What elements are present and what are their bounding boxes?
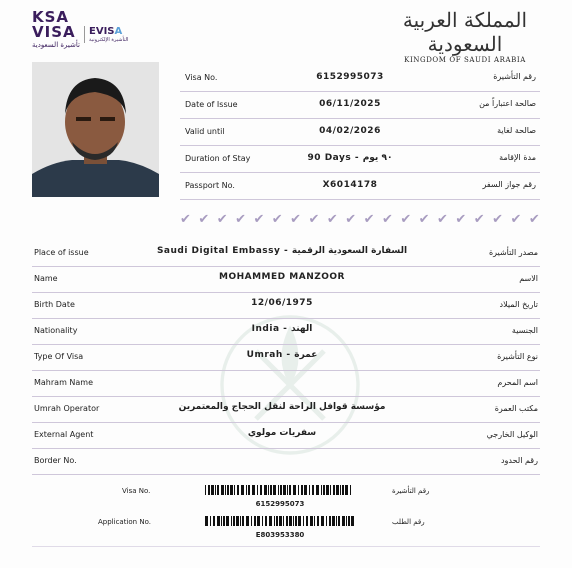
barcode-bar [230, 485, 233, 495]
check-mark-icon: ✔ [528, 211, 540, 227]
barcode-bar [312, 485, 314, 495]
evisa-logo [84, 26, 128, 43]
barcode-bar [304, 485, 307, 495]
visa-number-label-ar: رقم التأشيرة [493, 72, 536, 81]
barcode-bar [293, 516, 294, 526]
umrah-operator-value: مؤسسة قوافل الراحة لنقل الحجاج والمعتمرين [178, 402, 386, 412]
bottom-divider [32, 546, 540, 547]
barcode-bar [205, 485, 206, 495]
barcode-bar [310, 516, 313, 526]
barcode-bar [333, 485, 335, 495]
barcode-bar [254, 516, 256, 526]
birth-date-value: 12/06/1975 [251, 298, 313, 308]
date-of-issue-label: Date of Issue [185, 100, 238, 109]
barcode-bar [316, 485, 319, 495]
check-mark-icon: ✔ [418, 211, 430, 227]
barcode-bar [264, 485, 267, 495]
border-number-label: Border No. [34, 456, 77, 465]
visa-barcode-label: Visa No. [122, 487, 151, 495]
visa-barcode-number: 6152995073 [255, 500, 305, 508]
valid-until-label: Valid until [185, 127, 225, 136]
barcode-bar [227, 485, 229, 495]
barcode-bar [268, 485, 269, 495]
barcode-bar [237, 485, 239, 495]
application-number-barcode [205, 516, 355, 526]
date-of-issue-label-ar: صالحة اعتباراً من [479, 99, 536, 108]
kingdom-arabic-title: المملكة العربية السعودية [402, 8, 528, 56]
type-of-visa-value: Umrah - عمرة [246, 350, 318, 360]
barcode-bar [289, 485, 291, 495]
barcode-bar [246, 485, 247, 495]
barcode-bar [225, 485, 226, 495]
place-of-issue-label-ar: مصدر التأشيرة [488, 248, 538, 257]
barcode-bar [217, 485, 219, 495]
application-barcode-number: E803953380 [255, 531, 305, 539]
passport-number-label-ar: رقم جواز السفر [482, 180, 536, 189]
logo-ksa-text: KSA [32, 8, 70, 26]
barcode-bar [270, 485, 272, 495]
check-mark-icon: ✔ [345, 211, 357, 227]
ksa-visa-logo [32, 10, 92, 49]
barcode-bar [205, 516, 208, 526]
barcode-bar [274, 516, 275, 526]
birth-date-row [32, 292, 540, 319]
barcode-bar [301, 485, 303, 495]
check-mark-icon: ✔ [253, 211, 265, 227]
barcode-bar [330, 485, 331, 495]
barcode-bar [276, 516, 278, 526]
check-mark-icon: ✔ [455, 211, 467, 227]
place-of-issue-row [32, 240, 540, 267]
visa-number-row [180, 64, 540, 92]
barcode-bar [348, 516, 350, 526]
name-row [32, 266, 540, 293]
barcode-bar [280, 485, 282, 495]
logo-arabic-text: تأشيرة السعودية [32, 41, 80, 49]
barcode-bar [340, 485, 341, 495]
nationality-label-ar: الجنسية [511, 326, 538, 335]
barcode-bar [251, 516, 252, 526]
logo-visa-text: VISA [32, 23, 76, 41]
type-of-visa-label: Type Of Visa [34, 352, 84, 361]
date-of-issue-row [180, 91, 540, 119]
type-of-visa-row [32, 344, 540, 371]
umrah-operator-label: Umrah Operator [34, 404, 100, 413]
barcode-bar [217, 516, 220, 526]
barcode-bar [211, 485, 214, 495]
barcode-bar [342, 516, 345, 526]
barcode-bar [260, 485, 262, 495]
check-mark-icon: ✔ [290, 211, 302, 227]
barcode-bar [252, 485, 255, 495]
check-mark-icon: ✔ [363, 211, 375, 227]
application-barcode-label-ar: رقم الطلب [392, 518, 425, 526]
kingdom-header [390, 8, 540, 64]
barcode-bar [303, 516, 304, 526]
visa-barcode-label-ar: رقم التأشيرة [392, 487, 430, 495]
barcode-bar [265, 516, 267, 526]
barcode-bar [283, 516, 284, 526]
barcode-bar [223, 516, 225, 526]
barcode-bar [317, 516, 319, 526]
barcode-bar [221, 485, 224, 495]
barcode-bar [246, 516, 249, 526]
nationality-label: Nationality [34, 326, 78, 335]
barcode-bar [351, 516, 354, 526]
barcode-bar [326, 516, 327, 526]
visa-number-barcode [205, 485, 355, 495]
barcode-bar [236, 516, 239, 526]
barcode-bar [342, 485, 344, 495]
barcode-bar [287, 485, 288, 495]
barcode-bar [293, 485, 296, 495]
barcode-bar [332, 516, 335, 526]
barcode-bar [350, 485, 351, 495]
barcode-bar [279, 516, 282, 526]
valid-until-label-ar: صالحة لغاية [497, 126, 536, 135]
check-mark-icon: ✔ [216, 211, 228, 227]
barcode-bar [345, 485, 348, 495]
nationality-value: India - الهند [251, 324, 313, 334]
barcode-bar [221, 516, 222, 526]
passport-number-row [180, 172, 540, 200]
barcode-bar [233, 516, 235, 526]
evisa-wordmark: EVISA [89, 26, 123, 37]
duration-of-stay-value: 90 Days - ٩٠ يوم [307, 153, 393, 163]
visa-number-label: Visa No. [185, 73, 218, 82]
check-mark-icon: ✔ [235, 211, 246, 227]
barcode-bar [298, 516, 301, 526]
barcode-bar [262, 516, 263, 526]
type-of-visa-label-ar: نوع التأشيرة [497, 352, 538, 361]
check-mark-icon: ✔ [308, 211, 320, 227]
passport-number-value: X6014178 [322, 180, 378, 190]
barcode-bar [346, 516, 347, 526]
border-number-label-ar: رقم الحدود [500, 456, 538, 465]
place-of-issue-label: Place of issue [34, 248, 89, 257]
barcode-bar [321, 516, 324, 526]
barcode-bar [240, 516, 241, 526]
barcode-bar [323, 485, 325, 495]
barcode-bar [215, 485, 216, 495]
barcode-bar [289, 516, 292, 526]
barcode-bar [295, 516, 297, 526]
external-agent-label-ar: الوكيل الخارجي [486, 430, 538, 439]
barcode-bar [213, 516, 215, 526]
barcode-bar [257, 485, 258, 495]
check-mark-icon: ✔ [381, 211, 393, 227]
barcode-bar [231, 516, 232, 526]
birth-date-label: Birth Date [34, 300, 75, 309]
date-of-issue-value: 06/11/2025 [319, 99, 381, 109]
barcode-bar [309, 485, 310, 495]
passport-number-label: Passport No. [185, 181, 235, 190]
barcode-bar [286, 516, 288, 526]
barcode-bar [208, 485, 210, 495]
check-mark-icon: ✔ [510, 211, 522, 227]
check-mark-icon: ✔ [271, 211, 283, 227]
barcode-bar [241, 485, 244, 495]
valid-until-value: 04/02/2026 [319, 126, 381, 136]
applicant-photo [32, 62, 159, 197]
barcode-bar [336, 516, 337, 526]
barcode-bar [234, 485, 235, 495]
check-mark-icon: ✔ [198, 211, 210, 227]
check-mark-icon: ✔ [326, 211, 338, 227]
mahram-name-label: Mahram Name [34, 378, 94, 387]
barcode-bar [338, 516, 340, 526]
birth-date-label-ar: تاريخ الميلاد [499, 300, 538, 309]
barcode-bar [257, 516, 260, 526]
duration-of-stay-label: Duration of Stay [185, 154, 251, 163]
visa-number-value: 6152995073 [316, 72, 384, 82]
umrah-operator-row [32, 396, 540, 423]
application-barcode-label: Application No. [98, 518, 151, 526]
name-label-ar: الاسم [519, 274, 538, 283]
external-agent-label: External Agent [34, 430, 94, 439]
barcode-bar [321, 485, 322, 495]
check-mark-icon: ✔ [180, 211, 191, 227]
barcode-bar [242, 516, 244, 526]
barcode-bar [269, 516, 272, 526]
barcode-bar [298, 485, 299, 495]
name-value: MOHAMMED MANZOOR [219, 272, 345, 282]
umrah-operator-label-ar: مكتب العمرة [494, 404, 538, 413]
barcode-bar [306, 516, 308, 526]
barcode-bar [273, 485, 276, 495]
check-mark-icon: ✔ [473, 211, 485, 227]
nationality-row [32, 318, 540, 345]
barcode-bar [336, 485, 339, 495]
name-label: Name [34, 274, 58, 283]
barcode-bar [326, 485, 329, 495]
check-mark-icon: ✔ [400, 211, 412, 227]
external-agent-row [32, 422, 540, 449]
security-check-strip [180, 210, 540, 228]
duration-of-stay-row [180, 145, 540, 173]
place-of-issue-value: Saudi Digital Embassy - السفارة السعودية الرقمية [156, 246, 408, 256]
external-agent-value: سفريات مولوي [247, 428, 317, 438]
barcode-bar [314, 516, 315, 526]
kingdom-english-title: KINGDOM OF SAUDI ARABIA [404, 56, 526, 64]
barcode-bar [283, 485, 286, 495]
mahram-name-row [32, 370, 540, 397]
evisa-arabic: التأشيرة الإلكترونية [89, 37, 129, 43]
valid-until-row [180, 118, 540, 146]
mahram-name-label-ar: اسم المحرم [497, 378, 538, 387]
barcode-bar [226, 516, 229, 526]
duration-of-stay-label-ar: مدة الإقامة [499, 153, 536, 162]
barcode-bar [248, 485, 250, 495]
barcode-bar [278, 485, 279, 495]
barcode-bar [329, 516, 331, 526]
barcode-bar [210, 516, 211, 526]
check-mark-icon: ✔ [492, 211, 504, 227]
border-number-row [32, 448, 540, 475]
check-mark-icon: ✔ [437, 211, 448, 227]
